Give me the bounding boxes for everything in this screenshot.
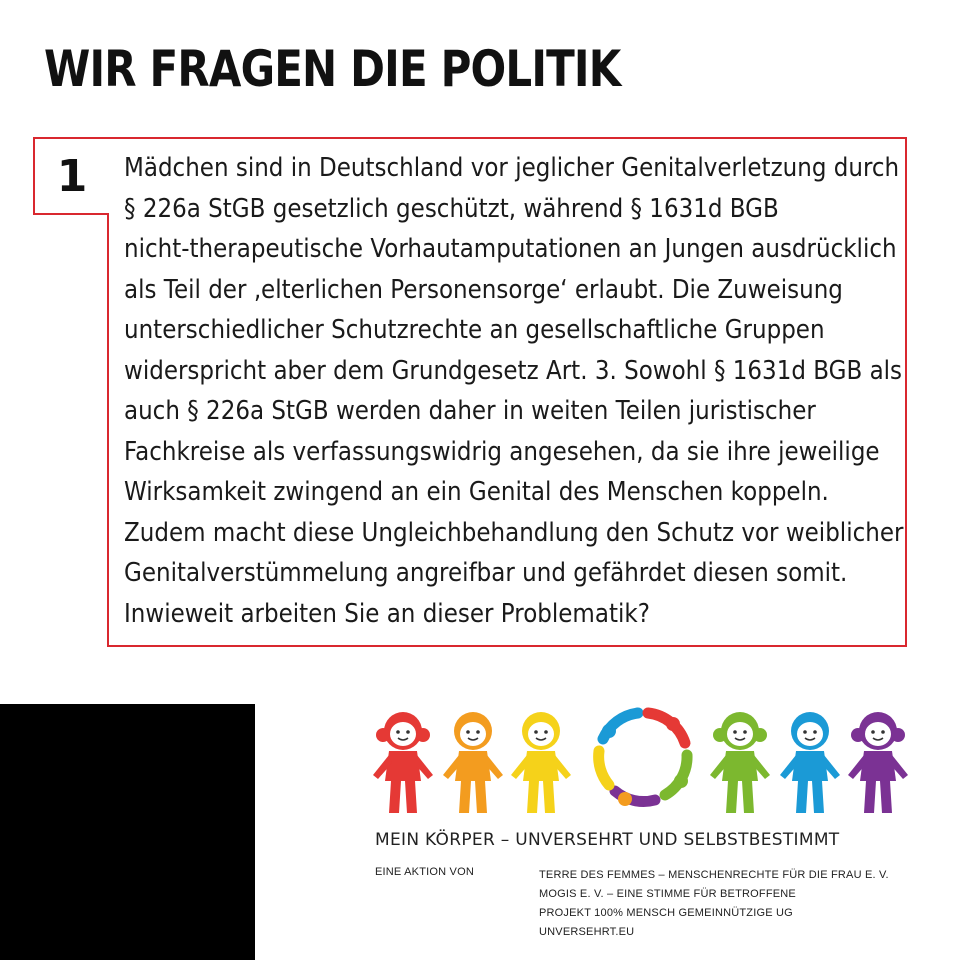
- org-item: PROJEKT 100% MENSCH GEMEINNÜTZIGE UG: [539, 907, 793, 919]
- question-line: Zudem macht diese Ungleichbehandlung den Schutz vor weiblicher: [124, 517, 904, 548]
- question-line: widerspricht aber dem Grundgesetz Art. 3. Sowohl § 1631d BGB als: [124, 355, 903, 386]
- question-text: [124, 148, 904, 634]
- yellow-boy-icon: [511, 712, 571, 813]
- question-number: 1: [33, 137, 109, 215]
- campaign-slogan: MEIN KÖRPER – UNVERSEHRT UND SELBSTBESTIMMT: [375, 830, 840, 850]
- red-girl-icon: [373, 712, 433, 813]
- children-circle-logo-icon: [370, 705, 915, 815]
- question-line: auch § 226a StGB werden daher in weiten Teilen juristischer: [124, 396, 816, 426]
- blue-boy-icon: [780, 712, 840, 813]
- headline: WIR FRAGEN DIE POLITIK: [44, 40, 621, 98]
- black-block: [0, 704, 255, 960]
- purple-girl-icon: [848, 712, 908, 813]
- question-line: Inwieweit arbeiten Sie an dieser Problematik?: [124, 598, 650, 629]
- question-line: Genitalverstümmelung angreifbar und gefährdet diesen somit.: [124, 558, 848, 588]
- question-line: § 226a StGB gesetzlich geschützt, während § 1631d BGB: [124, 193, 779, 224]
- credits-orgs: [539, 866, 889, 942]
- question-line: als Teil der ‚elterlichen Personensorge‘ erlaubt. Die Zuweisung: [124, 274, 843, 305]
- question-line: Wirksamkeit zwingend an ein Genital des Menschen koppeln.: [124, 477, 829, 507]
- org-item: UNVERSEHRT.EU: [539, 926, 635, 938]
- question-line: Mädchen sind in Deutschland vor jeglicher Genitalverletzung durch: [124, 153, 900, 183]
- org-item: TERRE DES FEMMES – MENSCHENRECHTE FÜR DIE FRAU E. V.: [539, 869, 889, 881]
- credits-label: EINE AKTION VON: [375, 866, 474, 878]
- green-girl-icon: [710, 712, 770, 813]
- orange-boy-icon: [443, 712, 503, 813]
- circle-of-hands-icon: [599, 713, 688, 806]
- question-line: unterschiedlicher Schutzrechte an gesellschaftliche Gruppen: [124, 315, 825, 345]
- org-item: MOGIS E. V. – EINE STIMME FÜR BETROFFENE: [539, 888, 796, 900]
- question-line: nicht-therapeutische Vorhautamputationen an Jungen ausdrücklich: [124, 234, 897, 264]
- question-line: Fachkreise als verfassungswidrig angesehen, da sie ihre jeweilige: [124, 436, 880, 467]
